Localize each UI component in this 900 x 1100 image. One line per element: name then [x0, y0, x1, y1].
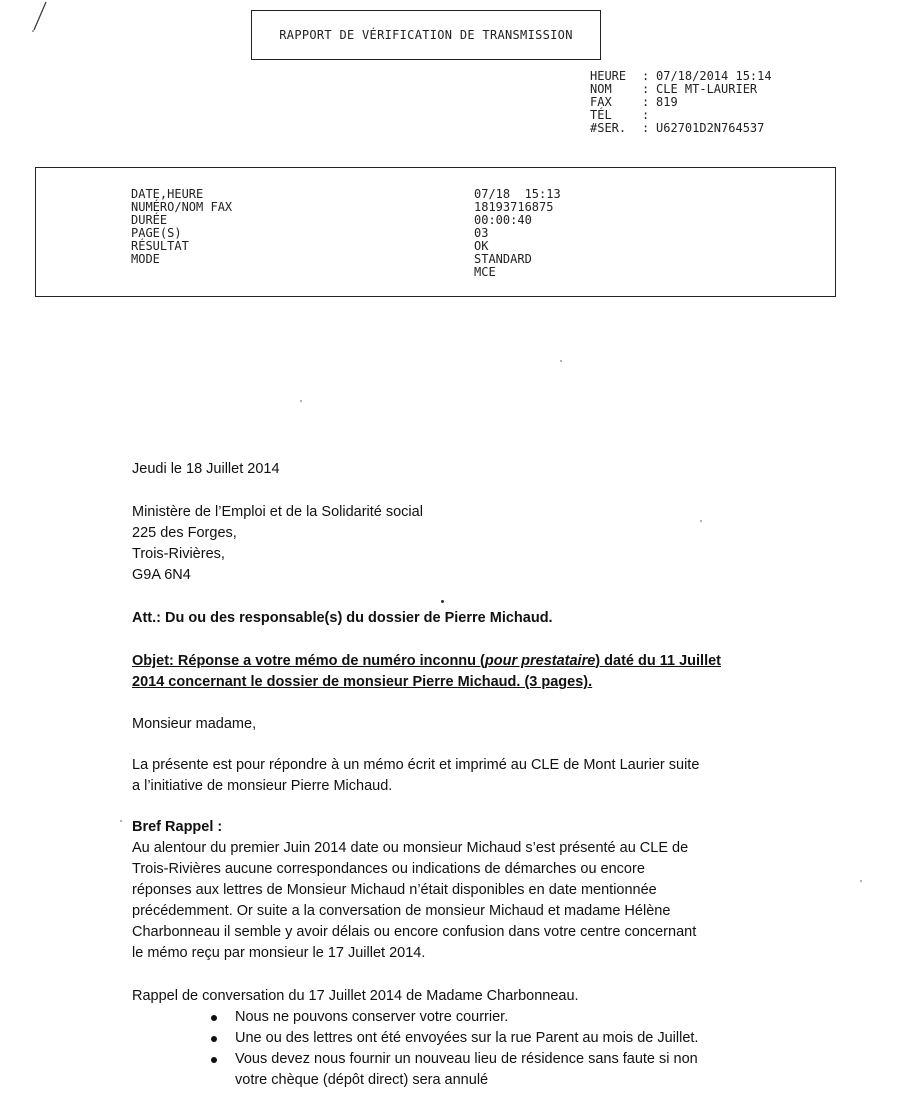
address-line: G9A 6N4	[132, 567, 191, 583]
list-item: Vous devez nous fournir un nouveau lieu de résidence sans faute si non	[132, 1049, 772, 1070]
sender-key: #SER.	[590, 121, 627, 135]
value-fax-number: 18193716875	[474, 200, 554, 214]
scan-speck	[700, 520, 702, 522]
value-pages: 03	[474, 226, 489, 240]
greeting: Monsieur madame,	[132, 716, 257, 732]
transmission-values	[474, 188, 561, 279]
intro-paragraph	[132, 755, 772, 797]
subject-text-end: ) daté du 11 Juillet	[595, 653, 721, 669]
attention-line: Att.: Du ou des responsable(s) du dossier de Pierre Michaud.	[132, 610, 553, 626]
label-mode: MODE	[131, 252, 160, 266]
value-mode-ecm: MCE	[474, 265, 496, 279]
value-date-heure: 07/18 15:13	[474, 187, 561, 201]
recap-heading: Bref Rappel :	[132, 819, 223, 835]
label-date-heure: DATE,HEURE	[131, 187, 204, 201]
list-item: Une ou des lettres ont été envoyées sur la rue Parent au mois de Juillet.	[132, 1028, 772, 1049]
sender-key: HEURE	[590, 69, 627, 83]
address-line: Ministère de l’Emploi et de la Solidarité social	[132, 504, 423, 520]
paragraph-line: Au alentour du premier Juin 2014 date ou monsieur Michaud s’est présenté au CLE de	[132, 840, 689, 856]
sender-row-fax: FAX : 819	[590, 95, 678, 109]
sender-row-nom: NOM : CLE MT-LAURIER	[590, 82, 758, 96]
paragraph-line: a l’initiative de monsieur Pierre Michaud.	[132, 778, 393, 794]
paragraph-line: réponses aux lettres de Monsieur Michaud n’était disponibles en date mentionnée	[132, 882, 657, 898]
sender-row-tel: TÉL :	[590, 108, 650, 122]
address-line: Trois-Rivières,	[132, 546, 225, 562]
sender-key: TÉL	[590, 108, 612, 122]
sender-key: NOM	[590, 82, 612, 96]
paragraph-line: Charbonneau il semble y avoir délais ou encore confusion dans votre centre concernant	[132, 924, 697, 940]
sender-value: 819	[656, 95, 678, 109]
conversation-intro: Rappel de conversation du 17 Juillet 2014 de Madame Charbonneau.	[132, 988, 579, 1004]
letter-date: Jeudi le 18 Juillet 2014	[132, 461, 280, 477]
sender-row-heure: HEURE : 07/18/2014 15:14	[590, 69, 772, 83]
paragraph-line: La présente est pour répondre à un mémo écrit et imprimé au CLE de Mont Laurier suite	[132, 757, 700, 773]
sender-row-ser: #SER. : U62701D2N764537	[590, 121, 765, 135]
letter-body	[132, 459, 772, 1091]
scan-speck	[441, 600, 444, 603]
value-duration: 00:00:40	[474, 213, 532, 227]
subject-line	[132, 651, 772, 693]
scan-speck	[120, 820, 122, 822]
conversation-points	[132, 1007, 772, 1070]
subject-text: Objet: Réponse a votre mémo de numéro inconnu (	[132, 653, 485, 669]
label-numero-nom-fax: NUMÉRO/NOM FAX	[131, 200, 233, 214]
scan-speck	[300, 400, 302, 402]
paragraph-line: Trois-Rivières aucune correspondances ou indications de démarches ou encore	[132, 861, 645, 877]
sender-info	[590, 70, 772, 135]
bullet-continuation: votre chèque (dépôt direct) sera annulé	[235, 1072, 489, 1088]
subject-text-line2: 2014 concernant le dossier de monsieur Pierre Michaud. (3 pages).	[132, 674, 593, 690]
transmission-details-box	[35, 167, 836, 297]
sender-value: U62701D2N764537	[656, 121, 765, 135]
recipient-address	[132, 502, 772, 586]
scan-speck	[860, 880, 862, 882]
paragraph-line: précédemment. Or suite a la conversation de monsieur Michaud et madame Hélène	[132, 903, 671, 919]
label-pages: PAGE(S)	[131, 226, 182, 240]
recap-paragraph	[132, 838, 772, 964]
label-duree: DURÉE	[131, 213, 168, 227]
scan-speck	[560, 360, 562, 362]
report-title: RAPPORT DE VÉRIFICATION DE TRANSMISSION	[251, 10, 601, 60]
address-line: 225 des Forges,	[132, 525, 237, 541]
paragraph-line: le mémo reçu par monsieur le 17 Juillet 2014.	[132, 945, 426, 961]
list-item: Nous ne pouvons conserver votre courrier.	[132, 1007, 772, 1028]
pen-mark-icon	[30, 0, 60, 40]
label-resultat: RÉSULTAT	[131, 239, 189, 253]
subject-italic: pour prestataire	[484, 653, 596, 669]
transmission-labels	[131, 188, 232, 266]
sender-value: 07/18/2014 15:14	[656, 69, 772, 83]
sender-key: FAX	[590, 95, 612, 109]
value-result: OK	[474, 239, 489, 253]
sender-value: CLE MT-LAURIER	[656, 82, 758, 96]
value-mode: STANDARD	[474, 252, 532, 266]
